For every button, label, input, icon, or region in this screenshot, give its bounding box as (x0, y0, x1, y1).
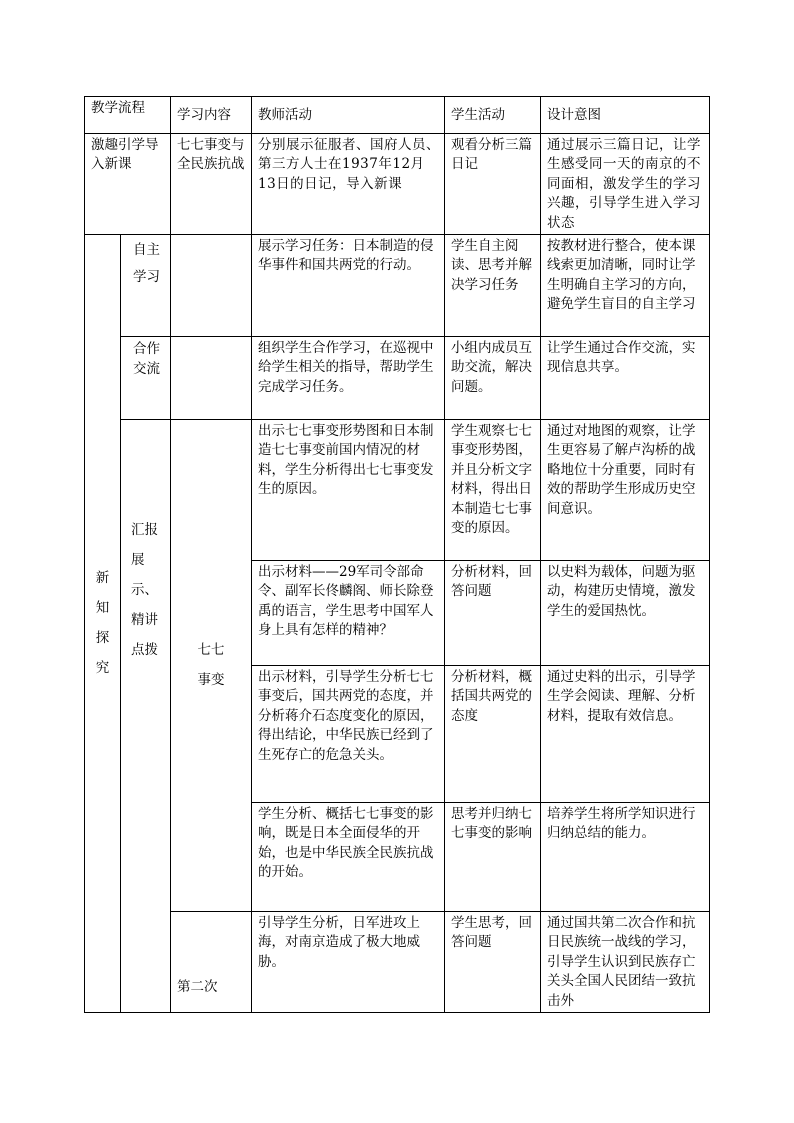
last-content: 第二次 (171, 911, 252, 1012)
header-teacher: 教师活动 (252, 97, 445, 134)
r2-student: 分析材料，回答问题 (445, 560, 541, 665)
self-teacher: 展示学习任务：日本制造的侵华事件和国共两党的行动。 (252, 234, 445, 336)
row-77-1 (85, 419, 710, 560)
header-design: 设计意图 (541, 97, 710, 134)
coop-teacher: 组织学生合作学习，在巡视中给学生相关的指导，帮助学生完成学习任务。 (252, 336, 445, 419)
self-student: 学生自主阅读、思考并解决学习任务 (445, 234, 541, 336)
r2-design: 以史料为载体，问题为驱动，构建历史情境，激发学生的爱国热忱。 (541, 560, 710, 665)
r3-design: 通过史料的出示，引导学生学会阅读、理解、分析材料，提取有效信息。 (541, 665, 710, 802)
r4-design: 培养学生将所学知识进行归纳总结的能力。 (541, 802, 710, 911)
last-design: 通过国共第二次合作和抗日民族统一战线的学习，引导学生认识到民族存亡关头全国人民团结一致抗击外 (541, 911, 710, 1012)
r1-student: 学生观察七七事变形势图，并且分析文字材料，得出日本制造七七事变的原因。 (445, 419, 541, 560)
header-flow: 教学流程 (85, 97, 171, 134)
self-study-row (85, 234, 710, 336)
intro-row (85, 133, 710, 234)
intro-flow: 激趣引学导入新课 (85, 133, 171, 234)
self-content (171, 234, 252, 336)
self-design: 按教材进行整合，使本课线索更加清晰，同时让学生明确自主学习的方向，避免学生盲目的自主学习 (541, 234, 710, 336)
section-label: 新知探究 (85, 234, 121, 1012)
stage-self-study: 自主学习 (121, 234, 171, 336)
coop-student: 小组内成员互助交流，解决问题。 (445, 336, 541, 419)
header-row (85, 97, 710, 134)
intro-teacher: 分别展示征服者、国府人员、第三方人士在1937年12月13日的日记，导入新课 (252, 133, 445, 234)
r3-teacher: 出示材料，引导学生分析七七事变后，国共两党的态度，并分析蒋介石态度变化的原因，得出结论，中华民族已经到了生死存亡的危急关头。 (252, 665, 445, 802)
coop-row (85, 336, 710, 419)
r3-student: 分析材料，概括国共两党的态度 (445, 665, 541, 802)
last-student: 学生思考，回答问题 (445, 911, 541, 1012)
r4-teacher: 学生分析、概括七七事变的影响，既是日本全面侵华的开始，也是中华民族全民族抗战的开始。 (252, 802, 445, 911)
stage-report: 汇报展示、精讲点拨 (121, 419, 171, 1012)
r4-student: 思考并归纳七七事变的影响 (445, 802, 541, 911)
header-content: 学习内容 (171, 97, 252, 134)
content-77: 七七事变 (171, 419, 252, 911)
r1-teacher: 出示七七事变形势图和日本制造七七事变前国内情况的材料，学生分析得出七七事变发生的原因。 (252, 419, 445, 560)
r2-teacher: 出示材料——29军司令部命令、副军长佟麟阁、师长除登禹的语言，学生思考中国军人身上具有怎样的精神？ (252, 560, 445, 665)
intro-student: 观看分析三篇日记 (445, 133, 541, 234)
intro-design: 通过展示三篇日记，让学生感受同一天的南京的不同面相，激发学生的学习兴趣，引导学生进入学习状态 (541, 133, 710, 234)
last-teacher: 引导学生分析，日军进攻上海，对南京造成了极大地威胁。 (252, 911, 445, 1012)
coop-content (171, 336, 252, 419)
header-student: 学生活动 (445, 97, 541, 134)
coop-design: 让学生通过合作交流，实现信息共享。 (541, 336, 710, 419)
lesson-plan-table (84, 96, 710, 1013)
row-last (85, 911, 710, 1012)
r1-design: 通过对地图的观察，让学生更容易了解卢沟桥的战略地位十分重要，同时有效的帮助学生形成历史空间意识。 (541, 419, 710, 560)
stage-coop: 合作交流 (121, 336, 171, 419)
intro-content: 七七事变与全民族抗战 (171, 133, 252, 234)
